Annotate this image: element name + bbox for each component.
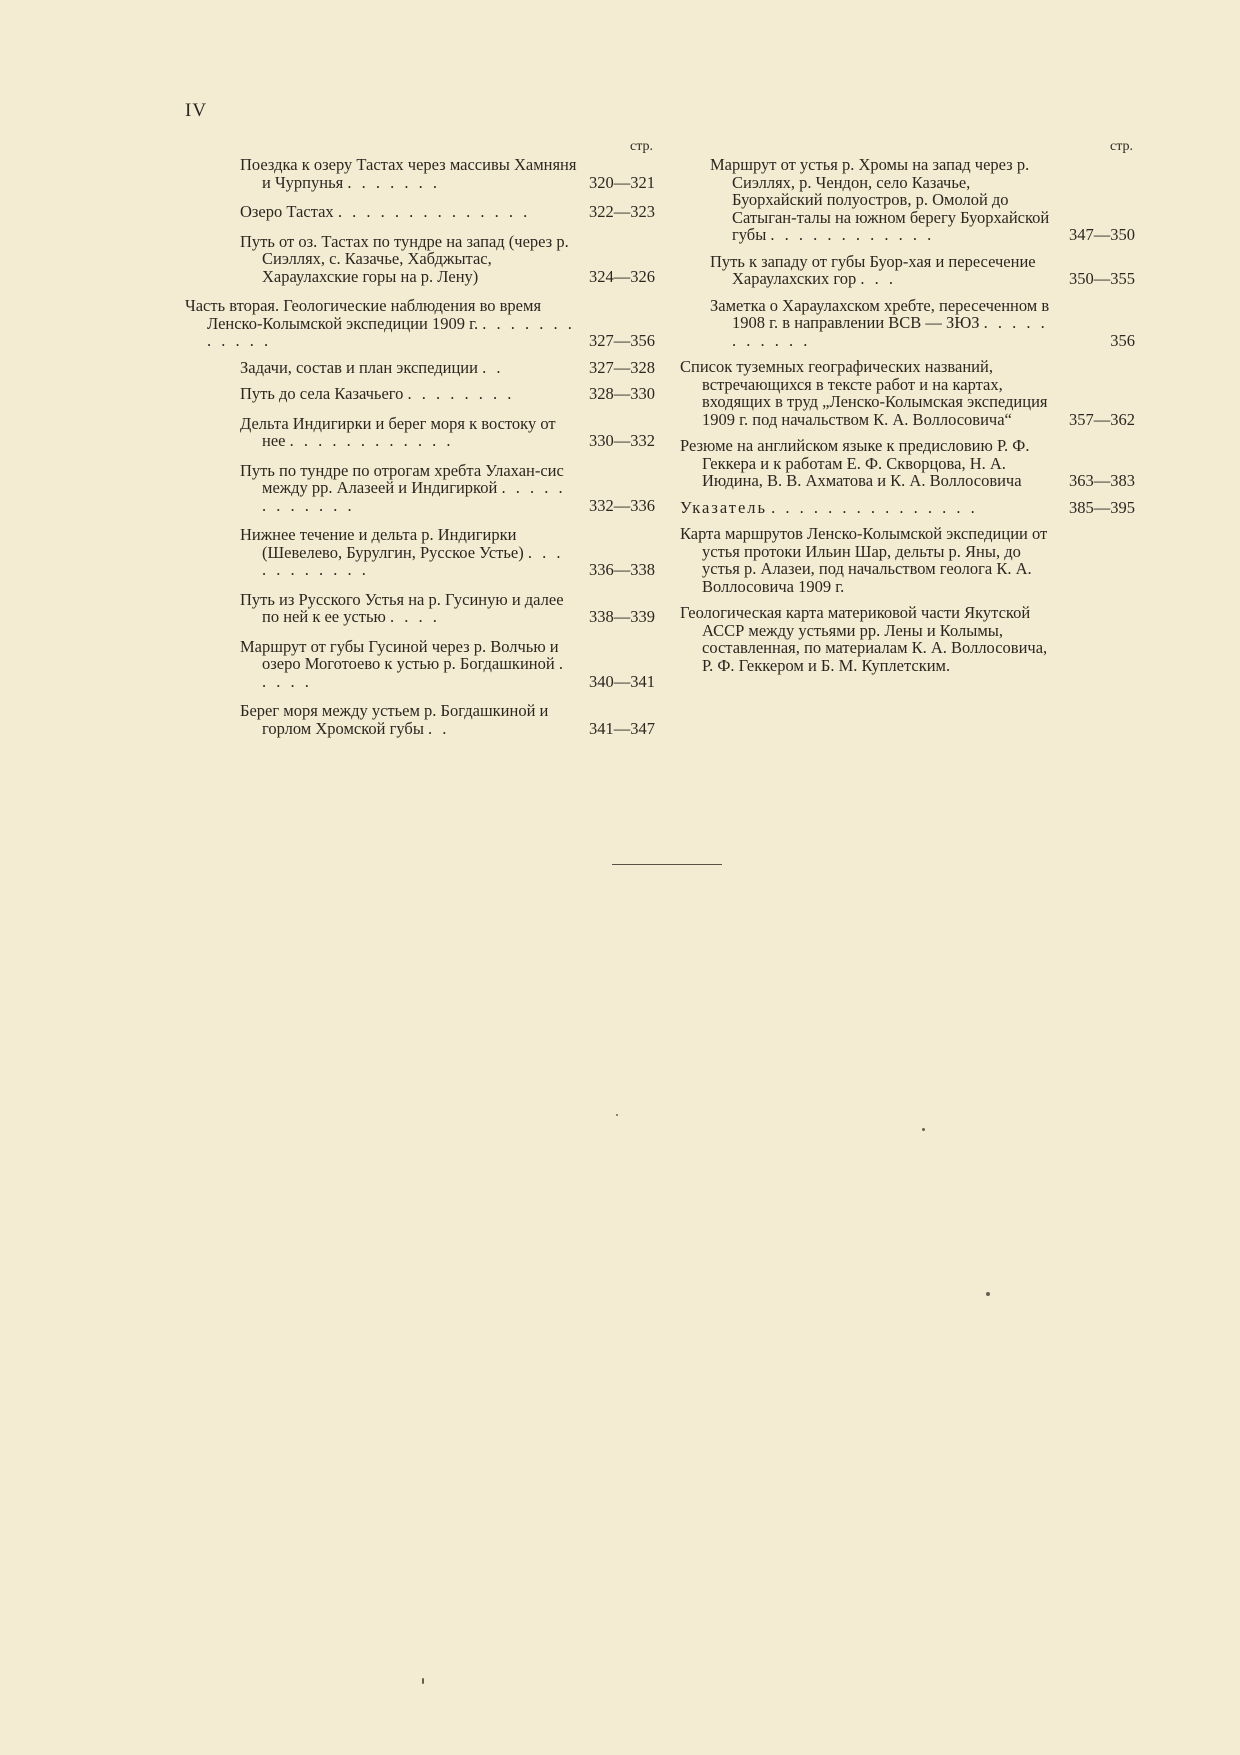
toc-entry-title: Поездка к озеру Тастах через массивы Хамняня и Чурпунья [240, 155, 577, 192]
toc-leader-dots: . . . . . . . . [407, 384, 515, 403]
toc-right-column [680, 138, 1135, 674]
toc-entry-pages: 336—338 [589, 560, 655, 579]
toc-entry-pages: 350—355 [1069, 269, 1135, 288]
toc-entry-title: Задачи, состав и план экспедиции [240, 357, 478, 377]
toc-entry-title: Список туземных географических названий, встречающихся в тексте работ и на картах, входящих в труд „Ленско-Колымская экспедиция 1909 г. под начальством К. А. Воллосовича“ [680, 357, 1048, 429]
toc-entry-title: Геологическая карта материковой части Якутской АССР между устьями рр. Лены и Колымы, составленная, по материалам К. А. Воллосовича, Р. Ф. Геккером и Б. М. Куплетским. [680, 603, 1048, 675]
toc-leader-dots: . . . . . . . . . . . . [289, 431, 454, 450]
toc-leader-dots: . . [428, 718, 450, 738]
toc-entry-title: Путь из Русского Устья на р. Гусиную и далее по ней к ее устью [240, 589, 564, 626]
toc-entry-title: Озеро Тастах [240, 202, 334, 221]
toc-leader-dots: . . . . . . . . . . . . [770, 225, 935, 244]
toc-entry-pages: 330—332 [589, 431, 655, 450]
toc-entry-pages: 340—341 [589, 671, 655, 691]
toc-entry [210, 462, 655, 515]
toc-entry-title: Маршрут от губы Гусиной через р. Волчью и озеро Моготоево к устью р. Богдашкиной [240, 636, 559, 673]
toc-entry-pages: 338—339 [589, 607, 655, 626]
toc-entry-pages: 356 [1110, 330, 1135, 350]
paper-speck [922, 1128, 925, 1131]
toc-entry [680, 253, 1135, 288]
toc-entry [210, 702, 655, 737]
toc-leader-dots: . . . . . . . . . . . . . . . [771, 497, 978, 517]
toc-entry-title: Часть вторая. Геологические наблюдения во время Ленско-Колымской экспедиции 1909 г. [185, 296, 542, 333]
toc-leader-dots: . . . . . . . . . . . . [262, 478, 566, 515]
toc-entry [210, 385, 655, 403]
toc-entry-section [680, 358, 1135, 428]
toc-entry-pages: 385—395 [1069, 497, 1135, 517]
toc-leader-dots: . . . [860, 269, 896, 288]
toc-entry-pages: 341—347 [589, 718, 655, 738]
page-number: IV [185, 100, 208, 121]
paper-speck [422, 1678, 424, 1684]
toc-leader-dots: . . . . . . . . . . . [732, 313, 1048, 350]
toc-entry [210, 359, 655, 377]
toc-leader-dots: . . . . [390, 607, 440, 626]
toc-entry [210, 233, 655, 286]
toc-entry-title: Заметка о Хараулахском хребте, пересеченном в 1908 г. в направлении ВСВ — ЗЮЗ [710, 295, 1050, 332]
toc-entry-section [680, 525, 1135, 595]
toc-leader-dots: . . . . . . . . . . . . . . [337, 202, 531, 221]
toc-leader-dots: . . . . . . . . . . . [262, 542, 564, 579]
toc-leader-dots: . . [482, 357, 504, 377]
toc-entry-pages: 363—383 [1069, 471, 1135, 490]
toc-entry [210, 415, 655, 450]
toc-entry-title: Маршрут от устья р. Хромы на запад через р. Сиэллях, р. Чендон, село Казачье, Буорхайский полуостров, р. Омолой до Сатыган-талы на южном берегу Буорхайской губы [710, 155, 1050, 244]
toc-entry-section [680, 604, 1135, 674]
toc-entry-pages: 327—328 [589, 357, 655, 377]
toc-entry-title: Путь по тундре по отрогам хребта Улахан-сис между рр. Алазеей и Индигиркой [240, 460, 564, 497]
pages-column-header: стр. [629, 139, 653, 154]
toc-leader-dots: . . . . . . . [347, 172, 440, 192]
pages-column-header: стр. [1109, 139, 1133, 154]
toc-entry [680, 297, 1135, 350]
toc-entry [210, 591, 655, 626]
toc-entry-title: Нижнее течение и дельта р. Индигирки (Шевелево, Бурулгин, Русское Устье) [240, 525, 524, 562]
toc-leader-dots: . . . . . [262, 654, 566, 691]
toc-entry-section [680, 437, 1135, 490]
toc-entry-title: Путь к западу от губы Буор-хая и пересечение Хараулахских гор [710, 251, 1036, 288]
toc-entry-title: Резюме на английском языке к предисловию Р. Ф. Геккера и к работам Е. Ф. Скворцова, Н. А. Июдина, В. В. Ахматова и К. А. Воллосовича [680, 436, 1030, 490]
paper-speck [616, 1114, 618, 1116]
toc-entry [210, 638, 655, 691]
toc-entry [210, 156, 655, 191]
toc-entry [680, 156, 1135, 244]
toc-entry-pages: 357—362 [1069, 409, 1135, 429]
toc-entry-title: Указатель [680, 497, 768, 517]
end-rule [612, 864, 722, 865]
toc-entry-pages: 347—350 [1069, 225, 1135, 244]
toc-entry [210, 203, 655, 221]
toc-entry-pages: 324—326 [589, 266, 655, 286]
toc-entry-title: Дельта Индигирки и берег моря к востоку от нее [240, 413, 556, 450]
toc-entry-section [680, 499, 1135, 517]
toc-entry [210, 526, 655, 579]
toc-entry-title: Путь до села Казачьего [240, 384, 404, 403]
toc-entry-pages: 320—321 [589, 172, 655, 192]
toc-leader-dots: . . . . . . . . . . . . [207, 313, 575, 350]
toc-entry-title: Берег моря между устьем р. Богдашкиной и горлом Хромской губы [240, 701, 549, 738]
toc-entry-pages: 328—330 [589, 384, 655, 403]
toc-entry-pages: 332—336 [589, 495, 655, 515]
toc-entry-pages: 327—356 [589, 331, 655, 350]
paper-speck [986, 1292, 990, 1296]
toc-entry-title: Карта маршрутов Ленско-Колымской экспедиции от устья протоки Ильин Шар, дельты р. Яны, до устья р. Алазеи, под начальством геолога К. А. Воллосовича 1909 г. [680, 524, 1048, 596]
toc-left-column [185, 138, 655, 738]
toc-entry-pages: 322—323 [589, 202, 655, 221]
toc-entry-title: Путь от оз. Тастах по тундре на запад (через р. Сиэллях, с. Казачье, Хабджытас, Хараулахские горы на р. Лену) [240, 231, 569, 286]
toc-entry-part [185, 297, 655, 350]
